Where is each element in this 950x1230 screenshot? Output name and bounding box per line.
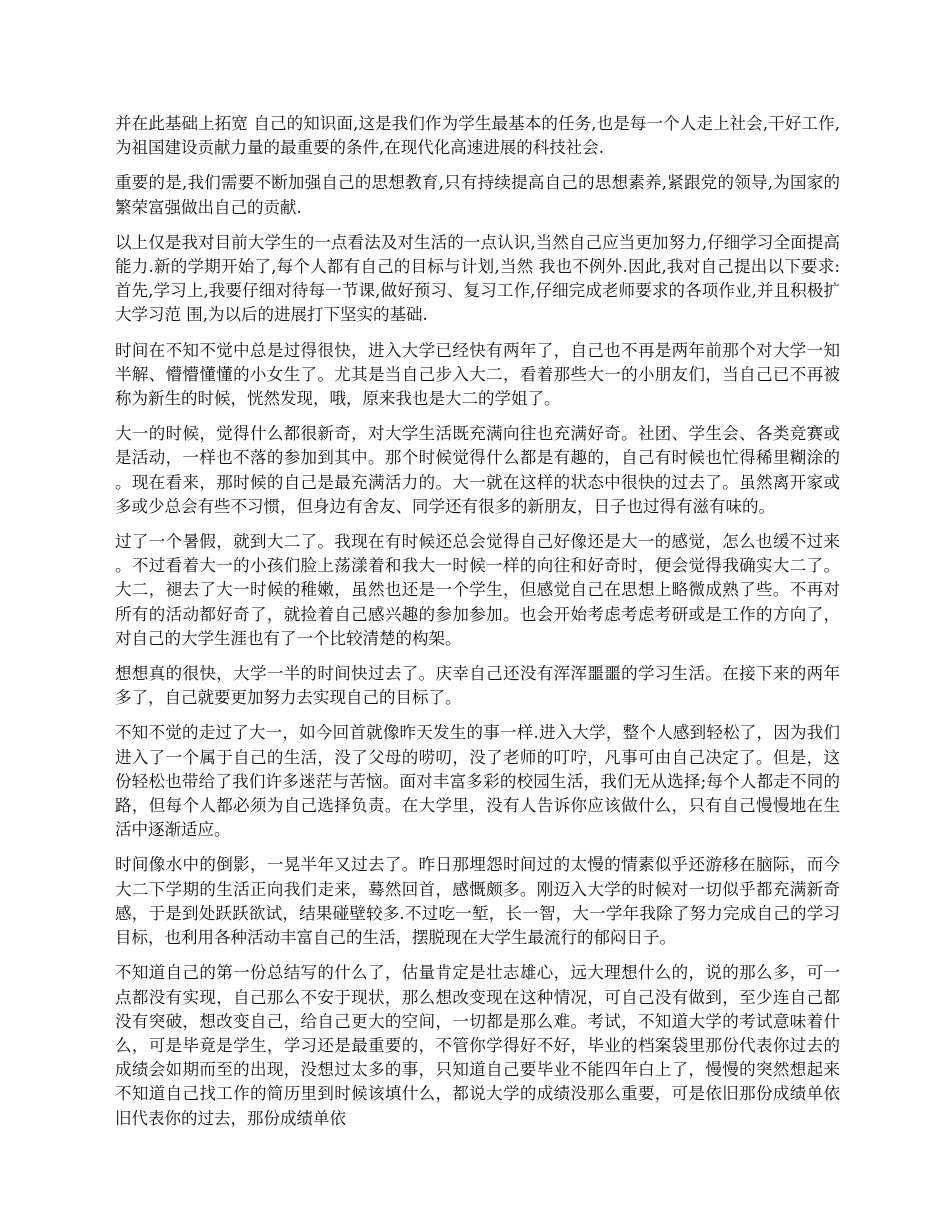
- paragraph-4: 时间在不知不觉中总是过得很快，进入大学已经快有两年了，自己也不再是两年前那个对大学一知半解、懵懵懂懂的小女生了。尤其是当自己步入大二，看着那些大一的小朋友们，当自己已不再被称为新生的时候，恍然发现，哦，原来我也是大二的学姐了。: [115, 340, 840, 409]
- paragraph-1: 并在此基础上拓宽 自己的知识面,这是我们作为学生最基本的任务,也是每一个人走上社会,干好工作,为祖国建设贡献力量的最重要的条件,在现代化高速进展的科技社会.: [115, 114, 840, 158]
- paragraph-2: 重要的是,我们需要不断加强自己的思想教育,只有持续提高自己的思想素养,紧跟党的领导,为国家的繁荣富强做出自己的贡献.: [115, 173, 840, 217]
- paragraph-9: 时间像水中的倒影，一晃半年又过去了。昨日那埋怨时间过的太慢的情素似乎还游移在脑际，而今大二下学期的生活正向我们走来，蓦然回首，感慨颇多。刚迈入大学的时候对一切似乎都充满新奇感，于是到处跃跃欲试，结果碰壁较多.不过吃一堑，长一智，大一学年我除了努力完成自己的学习目标，也利用各种活动丰富自己的生活，摆脱现在大学生最流行的郁闷日子。: [115, 855, 840, 948]
- paragraph-5: 大一的时候，觉得什么都很新奇，对大学生活既充满向往也充满好奇。社团、学生会、各类竞赛或是活动，一样也不落的参加到其中。那个时候觉得什么都是有趣的，自己有时候也忙得稀里糊涂的。现在看来，那时候的自己是最充满活力的。大一就在这样的状态中很快的过去了。虽然离开家或多或少总会有些不习惯，但身边有舍友、同学还有很多的新朋友，日子也过得有滋有味的。: [115, 424, 840, 516]
- paragraph-3: 以上仅是我对目前大学生的一点看法及对生活的一点认识,当然自己应当更加努力,仔细学习全面提高能力.新的学期开始了,每个人都有自己的目标与计划,当然 我也不例外.因此,我对自己提出以下要求:首先,学习上,我要仔细对待每一节课,做好预习、复习工作,仔细完成老师要求的各项作业,并且积极扩大学习范 围,为以后的进展打下坚实的基础.: [115, 232, 840, 325]
- paragraph-6: 过了一个暑假，就到大二了。我现在有时候还总会觉得自己好像还是大一的感觉，怎么也缓不过来。不过看着大一的小孩们脸上荡漾着和我大一时候一样的向往和好奇时，便会觉得我确实大二了。大二，褪去了大一时候的稚嫩，虽然也还是一个学生，但感觉自己在思想上略微成熟了些。不再对所有的活动都好奇了，就捡着自己感兴趣的参加参加。也会开始考虑考虑考研或是工作的方向了，对自己的大学生涯也有了一个比较清楚的构架。: [115, 532, 840, 648]
- document-body: [115, 112, 840, 1142]
- paragraph-7: 想想真的很快，大学一半的时间快过去了。庆幸自己还没有浑浑噩噩的学习生活。在接下来的两年多了，自己就要更加努力去实现自己的目标了。: [115, 664, 840, 708]
- paragraph-10: 不知道自己的第一份总结写的什么了，估量肯定是壮志雄心，远大理想什么的，说的那么多，可一点都没有实现，自己那么不安于现状，那么想改变现在这种情况，可自己没有做到，至少连自己都没有突破，想改变自己，给自己更大的空间，一切都是那么难。考试，不知道大学的考试意味着什么，可是毕竟是学生，学习还是最重要的，不管你学得好不好，毕业的档案袋里那份代表你过去的成绩会如期而至的出现，没想过太多的事，只知道自己要毕业不能四年白上了，慢慢的突然想起来不知道自己找工作的简历里到时候该填什么，都说大学的成绩没那么重要，可是依旧那份成绩单依旧代表你的过去，那份成绩单依: [115, 963, 840, 1128]
- paragraph-8: 不知不觉的走过了大一，如今回首就像昨天发生的事一样.进入大学，整个人感到轻松了，因为我们进入了一个属于自己的生活，没了父母的唠叨，没了老师的叮咛，凡事可由自己决定了。但是，这份轻松也带给了我们许多迷茫与苦恼。面对丰富多彩的校园生活，我们无从选择;每个人都走不同的路，但每个人都必须为自己选择负责。在大学里，没有人告诉你应该做什么，只有自己慢慢地在生活中逐渐适应。: [115, 723, 840, 840]
